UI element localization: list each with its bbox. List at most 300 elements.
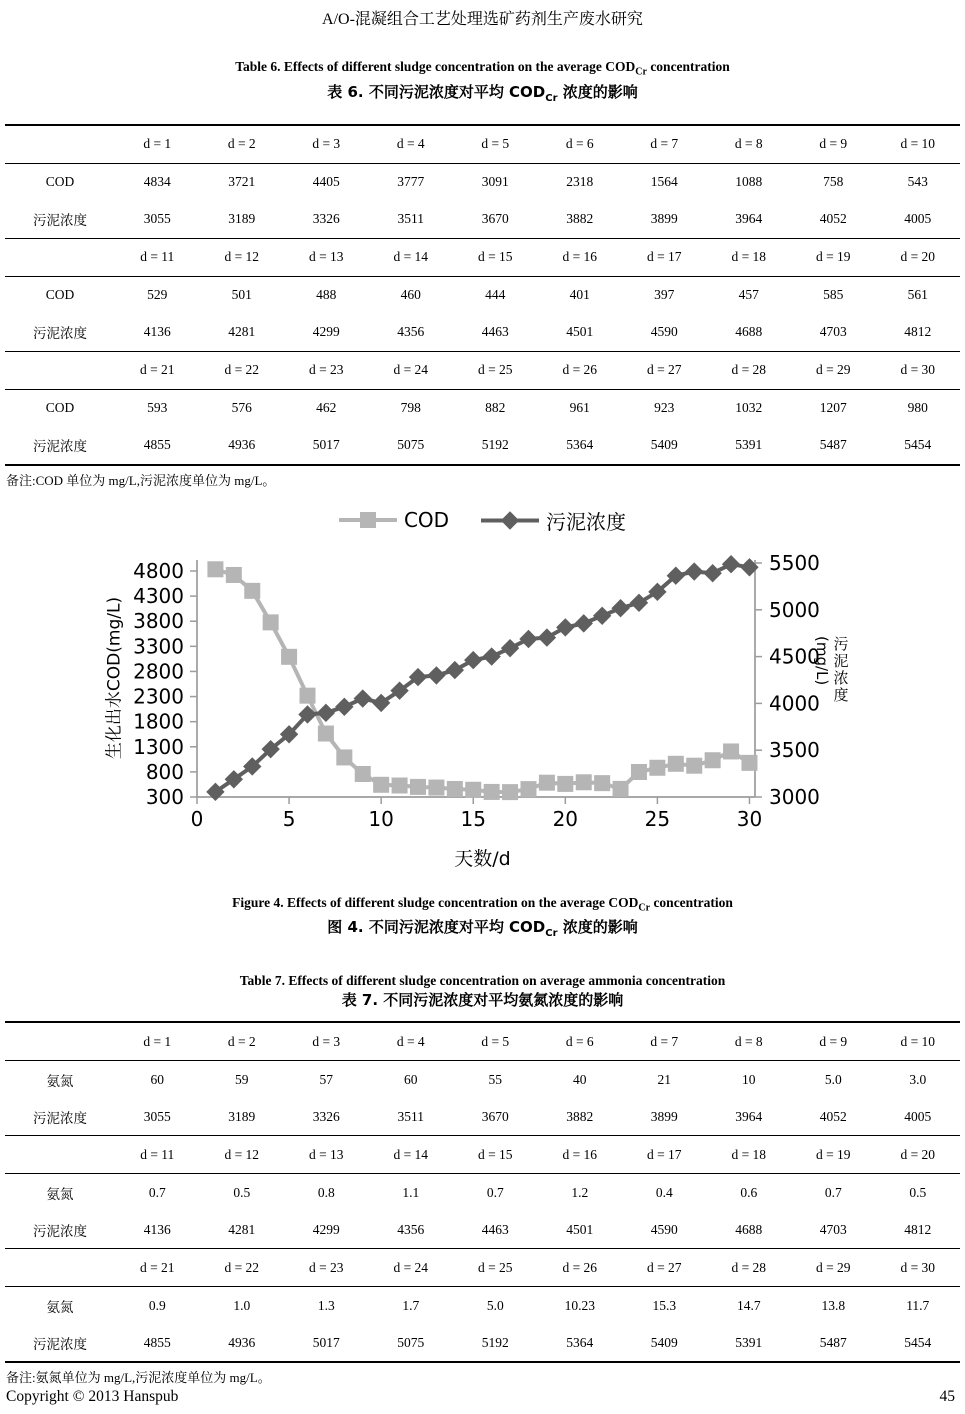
value-cell: 4281 <box>228 324 256 340</box>
value-cell: 758 <box>823 174 844 190</box>
value-cell: 4936 <box>228 1334 256 1350</box>
right-tick-label: 5000 <box>769 597 820 622</box>
square-marker <box>428 779 444 795</box>
left-tick-label: 1800 <box>133 709 184 734</box>
x-tick-label: 30 <box>736 806 763 831</box>
left-tick-label: 3800 <box>133 608 184 633</box>
left-tick-label: 2800 <box>133 659 184 684</box>
left-tick-label: 300 <box>145 784 184 809</box>
table7-caption <box>0 972 965 1011</box>
x-tick-label: 10 <box>368 806 394 831</box>
day-header-cell: d = 17 <box>622 1136 707 1174</box>
day-header-cell: d = 5 <box>453 1022 538 1061</box>
x-tick-label: 20 <box>552 806 579 831</box>
value-cell: 3189 <box>228 211 256 227</box>
value-cell: 4590 <box>650 324 678 340</box>
value-cell: 460 <box>400 287 421 303</box>
day-header-cell: d = 11 <box>115 238 200 276</box>
left-tick-label: 4300 <box>133 583 184 608</box>
value-cell: 2318 <box>566 174 594 190</box>
day-header-row <box>5 1249 960 1287</box>
square-marker <box>649 759 665 775</box>
table-row <box>5 1174 960 1212</box>
left-axis-title: 生化出水COD(mg/L) <box>104 596 125 759</box>
square-marker <box>686 757 702 773</box>
table6-caption-en <box>0 58 965 82</box>
square-marker <box>502 784 518 800</box>
table-row <box>5 1211 960 1249</box>
left-tick-label: 2300 <box>133 684 184 709</box>
legend-item-cod <box>339 508 449 532</box>
value-cell: 3055 <box>143 1108 171 1124</box>
day-header-cell: d = 16 <box>538 1136 623 1174</box>
x-tick-label: 15 <box>460 806 486 831</box>
day-header-cell: d = 3 <box>284 1022 369 1061</box>
square-marker <box>705 752 721 768</box>
diamond-marker <box>740 558 758 576</box>
day-header-cell: d = 12 <box>200 1136 285 1174</box>
left-tick-label: 1300 <box>133 734 184 759</box>
day-header-row <box>5 1022 960 1061</box>
day-header-cell: d = 19 <box>791 238 876 276</box>
value-cell: 0.7 <box>486 1184 504 1200</box>
value-cell: 5017 <box>312 437 340 453</box>
square-marker <box>484 784 500 800</box>
value-cell: 3899 <box>650 1108 678 1124</box>
caption-subscript: Cr <box>545 928 558 940</box>
value-cell: 5391 <box>735 437 763 453</box>
row-label-cell: 污泥浓度 <box>33 439 87 455</box>
value-cell: 593 <box>147 400 168 416</box>
value-cell: 11.7 <box>906 1297 930 1313</box>
day-header-cell: d = 11 <box>115 1136 200 1174</box>
value-cell: 4812 <box>904 1221 932 1237</box>
caption-text: 浓度的影响 <box>557 82 638 101</box>
table-row <box>5 201 960 239</box>
x-tick-label: 0 <box>190 806 204 831</box>
table-row <box>5 1287 960 1325</box>
table-row <box>5 276 960 314</box>
figure4-chart <box>0 496 965 874</box>
value-cell: 5391 <box>735 1334 763 1350</box>
day-header-row <box>5 238 960 276</box>
caption-subscript: Cr <box>545 92 558 104</box>
value-cell: 5075 <box>397 437 425 453</box>
figure4-caption-en <box>0 894 965 918</box>
diamond-marker <box>354 689 372 707</box>
value-cell: 1088 <box>735 174 763 190</box>
diamond-marker <box>464 651 482 669</box>
caption-text: 浓度的影响 <box>557 918 638 937</box>
table7-note: 备注:氨氮单位为 mg/L,污泥浓度单位为 mg/L。 <box>6 1370 271 1386</box>
diamond-marker <box>556 618 574 636</box>
value-cell: 4855 <box>143 437 171 453</box>
value-cell: 5454 <box>904 1334 932 1350</box>
value-cell: 444 <box>485 287 506 303</box>
day-header-cell: d = 30 <box>876 1249 961 1287</box>
value-cell: 0.8 <box>317 1184 335 1200</box>
day-header-cell: d = 13 <box>284 1136 369 1174</box>
square-marker <box>539 774 555 790</box>
day-header-cell: d = 17 <box>622 238 707 276</box>
table7-caption-zh <box>0 990 965 1011</box>
value-cell: 14.7 <box>736 1297 761 1313</box>
value-cell: 561 <box>907 287 928 303</box>
corner-cell <box>5 125 115 164</box>
value-cell: 3326 <box>312 211 340 227</box>
figure4-caption-zh <box>0 917 965 944</box>
day-header-cell: d = 25 <box>453 351 538 389</box>
value-cell: 4688 <box>735 1221 763 1237</box>
caption-text: concentration <box>650 894 733 910</box>
square-marker <box>373 776 389 792</box>
value-cell: 0.6 <box>740 1184 758 1200</box>
value-cell: 5364 <box>566 437 594 453</box>
value-cell: 4405 <box>312 174 340 190</box>
table7-caption-en <box>0 972 965 990</box>
left-tick-label: 4800 <box>133 558 184 583</box>
value-cell: 3511 <box>397 1108 424 1124</box>
right-tick-label: 5500 <box>769 550 820 575</box>
square-marker <box>520 781 536 797</box>
value-cell: 4356 <box>397 1221 425 1237</box>
caption-text: 表 6. 不同污泥浓度对平均 COD <box>327 82 546 101</box>
row-label-cell: 氨氮 <box>46 1073 74 1089</box>
table-row <box>5 1098 960 1136</box>
value-cell: 5017 <box>312 1334 340 1350</box>
value-cell: 4501 <box>566 324 594 340</box>
day-header-cell: d = 23 <box>284 351 369 389</box>
day-header-cell: d = 20 <box>876 1136 961 1174</box>
day-header-cell: d = 12 <box>200 238 285 276</box>
value-cell: 3189 <box>228 1108 256 1124</box>
value-cell: 1032 <box>735 400 763 416</box>
row-label-cell: 污泥浓度 <box>33 326 87 342</box>
value-cell: 4052 <box>819 1108 847 1124</box>
value-cell: 10.23 <box>564 1297 595 1313</box>
square-marker <box>263 614 279 630</box>
x-tick-label: 5 <box>282 806 296 831</box>
day-header-cell: d = 26 <box>538 351 623 389</box>
value-cell: 13.8 <box>821 1297 846 1313</box>
value-cell: 798 <box>400 400 421 416</box>
day-header-cell: d = 8 <box>707 125 792 164</box>
right-tick-label: 3000 <box>769 784 820 809</box>
value-cell: 1.7 <box>402 1297 420 1313</box>
square-marker <box>355 766 371 782</box>
day-header-cell: d = 18 <box>707 238 792 276</box>
value-cell: 4136 <box>143 324 171 340</box>
day-header-row <box>5 351 960 389</box>
table6-caption-zh <box>0 82 965 109</box>
square-marker <box>336 749 352 765</box>
page-footer <box>6 1388 955 1406</box>
page-number: 45 <box>939 1388 955 1405</box>
value-cell: 3670 <box>481 1108 509 1124</box>
day-header-cell: d = 22 <box>200 1249 285 1287</box>
square-marker <box>244 583 260 599</box>
row-label-cell: 氨氮 <box>46 1299 74 1315</box>
caption-text: Figure 4. Effects of different sludge concentration on the average COD <box>232 894 639 910</box>
x-tick-label: 25 <box>644 806 671 831</box>
day-header-cell: d = 24 <box>369 1249 454 1287</box>
value-cell: 3882 <box>566 1108 594 1124</box>
diamond-marker <box>575 614 593 632</box>
day-header-cell: d = 1 <box>115 1022 200 1061</box>
value-cell: 21 <box>657 1071 671 1087</box>
square-marker <box>557 776 573 792</box>
corner-cell <box>5 1249 115 1287</box>
value-cell: 4005 <box>904 211 932 227</box>
table6-note: 备注:COD 单位为 mg/L,污泥浓度单位为 mg/L。 <box>6 472 276 488</box>
day-header-cell: d = 15 <box>453 238 538 276</box>
row-label-cell: 污泥浓度 <box>33 1223 87 1239</box>
day-header-cell: d = 8 <box>707 1022 792 1061</box>
value-cell: 543 <box>907 174 928 190</box>
day-header-row <box>5 1136 960 1174</box>
value-cell: 5487 <box>819 437 847 453</box>
row-label-cell: 污泥浓度 <box>33 1336 87 1352</box>
page-title: A/O-混凝组合工艺处理选矿药剂生产废水研究 <box>322 11 643 28</box>
value-cell: 3511 <box>397 211 424 227</box>
x-axis-title: 天数/d <box>454 847 511 870</box>
day-header-cell: d = 9 <box>791 125 876 164</box>
value-cell: 4590 <box>650 1221 678 1237</box>
value-cell: 15.3 <box>652 1297 677 1313</box>
square-marker <box>613 781 629 797</box>
day-header-cell: d = 21 <box>115 351 200 389</box>
value-cell: 5.0 <box>824 1071 842 1087</box>
row-label-cell: COD <box>45 174 75 190</box>
value-cell: 5409 <box>650 437 678 453</box>
day-header-cell: d = 14 <box>369 1136 454 1174</box>
value-cell: 882 <box>485 400 506 416</box>
corner-cell <box>5 1136 115 1174</box>
square-marker <box>668 755 684 771</box>
chart-legend <box>0 506 965 535</box>
day-header-cell: d = 10 <box>876 125 961 164</box>
value-cell: 4703 <box>819 1221 847 1237</box>
value-cell: 0.7 <box>148 1184 166 1200</box>
value-cell: 585 <box>823 287 844 303</box>
day-header-cell: d = 18 <box>707 1136 792 1174</box>
day-header-cell: d = 7 <box>622 125 707 164</box>
caption-text: Table 6. Effects of different sludge concentration on the average COD <box>235 59 636 74</box>
value-cell: 1.1 <box>402 1184 420 1200</box>
day-header-cell: d = 14 <box>369 238 454 276</box>
value-cell: 3091 <box>481 174 509 190</box>
day-header-cell: d = 24 <box>369 351 454 389</box>
copyright-text: Copyright © 2013 Hanspub <box>6 1388 179 1405</box>
value-cell: 3777 <box>397 174 425 190</box>
diamond-marker <box>335 697 353 715</box>
value-cell: 4501 <box>566 1221 594 1237</box>
value-cell: 3721 <box>228 174 256 190</box>
day-header-cell: d = 22 <box>200 351 285 389</box>
row-label-cell: 氨氮 <box>46 1186 74 1202</box>
value-cell: 488 <box>316 287 337 303</box>
right-tick-label: 3500 <box>769 737 820 762</box>
right-tick-label: 4500 <box>769 644 820 669</box>
day-header-row <box>5 125 960 164</box>
square-marker <box>299 687 315 703</box>
value-cell: 5192 <box>481 437 509 453</box>
legend-label-cod: COD <box>403 508 450 533</box>
caption-text: 图 4. 不同污泥浓度对平均 COD <box>327 918 546 937</box>
diamond-marker <box>482 647 500 665</box>
table-row <box>5 427 960 465</box>
square-marker <box>576 774 592 790</box>
day-header-cell: d = 20 <box>876 238 961 276</box>
row-label-cell: 污泥浓度 <box>33 1110 87 1126</box>
value-cell: 923 <box>654 400 675 416</box>
value-cell: 1.0 <box>233 1297 251 1313</box>
value-cell: 3326 <box>312 1108 340 1124</box>
value-cell: 60 <box>150 1071 164 1087</box>
value-cell: 3055 <box>143 211 171 227</box>
sludge-series-marker-icon <box>481 510 539 531</box>
value-cell: 576 <box>231 400 252 416</box>
value-cell: 5075 <box>397 1334 425 1350</box>
value-cell: 3670 <box>481 211 509 227</box>
diamond-marker <box>427 666 445 684</box>
left-tick-label: 3300 <box>133 634 184 659</box>
square-marker <box>281 649 297 665</box>
diamond-marker <box>538 628 556 646</box>
square-marker <box>447 781 463 797</box>
day-header-cell: d = 1 <box>115 125 200 164</box>
day-header-cell: d = 13 <box>284 238 369 276</box>
value-cell: 4052 <box>819 211 847 227</box>
table-row <box>5 389 960 427</box>
day-header-cell: d = 6 <box>538 1022 623 1061</box>
value-cell: 4356 <box>397 324 425 340</box>
value-cell: 4463 <box>481 1221 509 1237</box>
square-marker <box>207 561 223 577</box>
value-cell: 4936 <box>228 437 256 453</box>
day-header-cell: d = 19 <box>791 1136 876 1174</box>
value-cell: 5454 <box>904 437 932 453</box>
square-marker <box>410 779 426 795</box>
value-cell: 4299 <box>312 1221 340 1237</box>
diamond-marker <box>501 639 519 657</box>
square-marker <box>594 775 610 791</box>
value-cell: 1.3 <box>317 1297 335 1313</box>
table6 <box>5 124 960 466</box>
cod-series-marker-icon <box>339 510 397 530</box>
value-cell: 980 <box>907 400 928 416</box>
value-cell: 397 <box>654 287 675 303</box>
right-axis-title <box>812 636 850 704</box>
diamond-marker <box>446 661 464 679</box>
value-cell: 501 <box>231 287 252 303</box>
value-cell: 10 <box>742 1071 756 1087</box>
square-marker <box>723 743 739 759</box>
diamond-marker <box>630 593 648 611</box>
caption-text: 表 7. 不同污泥浓度对平均氨氮浓度的影响 <box>341 991 624 1010</box>
legend-item-sludge <box>481 506 626 535</box>
table-row <box>5 1324 960 1362</box>
value-cell: 4299 <box>312 324 340 340</box>
table-row <box>5 1061 960 1099</box>
day-header-cell: d = 28 <box>707 1249 792 1287</box>
value-cell: 3882 <box>566 211 594 227</box>
value-cell: 4834 <box>143 174 171 190</box>
day-header-cell: d = 7 <box>622 1022 707 1061</box>
value-cell: 4812 <box>904 324 932 340</box>
value-cell: 3.0 <box>909 1071 927 1087</box>
value-cell: 55 <box>488 1071 502 1087</box>
value-cell: 1.2 <box>571 1184 589 1200</box>
day-header-cell: d = 27 <box>622 351 707 389</box>
value-cell: 4703 <box>819 324 847 340</box>
value-cell: 59 <box>235 1071 249 1087</box>
table6-caption <box>0 58 965 109</box>
diamond-marker <box>611 599 629 617</box>
day-header-cell: d = 3 <box>284 125 369 164</box>
value-cell: 5.0 <box>486 1297 504 1313</box>
day-header-cell: d = 25 <box>453 1249 538 1287</box>
corner-cell <box>5 1022 115 1061</box>
diamond-marker <box>593 606 611 624</box>
day-header-cell: d = 2 <box>200 1022 285 1061</box>
day-header-cell: d = 23 <box>284 1249 369 1287</box>
value-cell: 961 <box>569 400 590 416</box>
caption-text: concentration <box>646 59 730 74</box>
day-header-cell: d = 9 <box>791 1022 876 1061</box>
day-header-cell: d = 29 <box>791 1249 876 1287</box>
value-cell: 401 <box>569 287 590 303</box>
right-axis-title-unit: (mg/L) <box>812 635 831 685</box>
corner-cell <box>5 238 115 276</box>
day-header-cell: d = 2 <box>200 125 285 164</box>
square-marker <box>741 755 757 771</box>
day-header-cell: d = 6 <box>538 125 623 164</box>
day-header-cell: d = 26 <box>538 1249 623 1287</box>
value-cell: 4005 <box>904 1108 932 1124</box>
value-cell: 0.5 <box>233 1184 251 1200</box>
value-cell: 4463 <box>481 324 509 340</box>
day-header-cell: d = 28 <box>707 351 792 389</box>
value-cell: 4688 <box>735 324 763 340</box>
day-header-cell: d = 4 <box>369 1022 454 1061</box>
value-cell: 57 <box>319 1071 333 1087</box>
row-label-cell: COD <box>45 287 75 303</box>
day-header-cell: d = 4 <box>369 125 454 164</box>
corner-cell <box>5 351 115 389</box>
value-cell: 3899 <box>650 211 678 227</box>
row-label-cell: 污泥浓度 <box>33 213 87 229</box>
value-cell: 4855 <box>143 1334 171 1350</box>
right-axis-title-text: 污泥浓度 <box>831 635 850 704</box>
value-cell: 462 <box>316 400 337 416</box>
table-row <box>5 163 960 201</box>
value-cell: 40 <box>573 1071 587 1087</box>
caption-subscript: Cr <box>635 66 647 78</box>
day-header-cell: d = 10 <box>876 1022 961 1061</box>
value-cell: 3964 <box>735 1108 763 1124</box>
value-cell: 0.7 <box>824 1184 842 1200</box>
table-row <box>5 314 960 352</box>
diamond-marker <box>685 562 703 580</box>
right-tick-label: 4000 <box>769 691 820 716</box>
value-cell: 60 <box>404 1071 418 1087</box>
row-label-cell: COD <box>45 400 75 416</box>
diamond-marker <box>519 629 537 647</box>
legend-label-sludge: 污泥浓度 <box>546 509 627 534</box>
table7 <box>5 1021 960 1363</box>
value-cell: 1207 <box>819 400 847 416</box>
